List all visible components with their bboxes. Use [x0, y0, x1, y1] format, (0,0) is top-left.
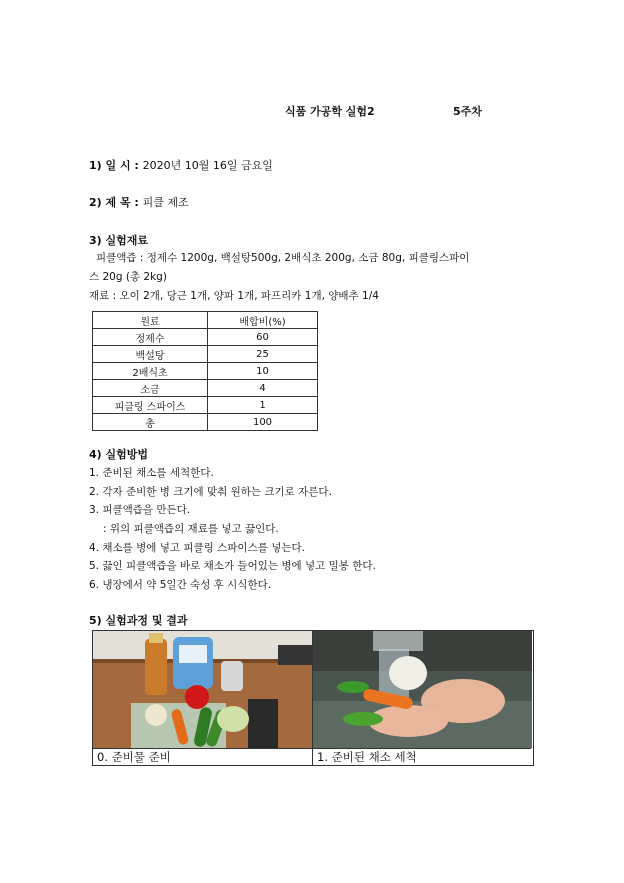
table-cell: 총: [93, 414, 208, 431]
week-label: 5주차: [453, 105, 482, 118]
subject-label: 2) 제 목 :: [89, 196, 139, 209]
materials-line-3: 재료 : 오이 2개, 당근 1개, 양파 1개, 파프리카 1개, 양배추 1/4: [89, 290, 379, 302]
subject-value: 피클 제조: [142, 196, 189, 209]
table-row: [93, 346, 318, 363]
photo-caption: 0. 준비물 준비: [93, 748, 312, 765]
ingredients-photo: [93, 631, 312, 748]
table-header-cell: 배합비(%): [208, 312, 318, 329]
table-cell: 100: [208, 414, 318, 431]
table-cell: 소금: [93, 380, 208, 397]
table-cell: 백설탕: [93, 346, 208, 363]
table-row: [93, 329, 318, 346]
materials-heading: 3) 실험재료: [89, 234, 149, 247]
method-step: 4. 채소를 병에 넣고 피클링 스파이스를 넣는다.: [89, 542, 305, 554]
method-step-note: : 위의 피클액즙의 재료를 넣고 끓인다.: [103, 523, 279, 535]
ratio-table: [92, 311, 318, 431]
table-cell: 피클링 스파이스: [93, 397, 208, 414]
table-row: [93, 397, 318, 414]
results-heading: 5) 실험과정 및 결과: [89, 614, 188, 627]
method-step: 3. 피클액즙을 만든다.: [89, 504, 191, 516]
table-cell: 25: [208, 346, 318, 363]
photo-grid: [92, 630, 534, 766]
method-step: 2. 각자 준비한 병 크기에 맞춰 원하는 크기로 자른다.: [89, 486, 332, 498]
method-step: 1. 준비된 채소를 세척한다.: [89, 467, 214, 479]
photo-caption: 1. 준비된 채소 세척: [312, 748, 531, 765]
table-cell: 정제수: [93, 329, 208, 346]
method-heading: 4) 실험방법: [89, 448, 149, 461]
washing-photo: [312, 631, 532, 748]
date-label: 1) 일 시 :: [89, 159, 139, 172]
date-value: 2020년 10월 16일 금요일: [142, 159, 273, 172]
table-cell: 4: [208, 380, 318, 397]
table-header-cell: 원료: [93, 312, 208, 329]
table-header-row: [93, 312, 318, 329]
method-step: 5. 끓인 피클액즙을 바로 채소가 들어있는 병에 넣고 밀봉 한다.: [89, 560, 376, 572]
table-row: [93, 363, 318, 380]
materials-line-2: 스 20g (총 2kg): [89, 271, 167, 283]
subject-row: [89, 194, 189, 210]
materials-line-1: 피클액즙 : 정제수 1200g, 백설탕500g, 2배식초 200g, 소금 80g, 피클링스파이: [96, 252, 470, 264]
table-row: [93, 380, 318, 397]
method-step: 6. 냉장에서 약 5일간 숙성 후 시식한다.: [89, 579, 272, 591]
table-row: [93, 414, 318, 431]
table-cell: 1: [208, 397, 318, 414]
table-cell: 10: [208, 363, 318, 380]
table-cell: 60: [208, 329, 318, 346]
table-cell: 2배식초: [93, 363, 208, 380]
date-row: [89, 157, 273, 173]
document-title: 식품 가공학 실험2: [285, 105, 375, 118]
